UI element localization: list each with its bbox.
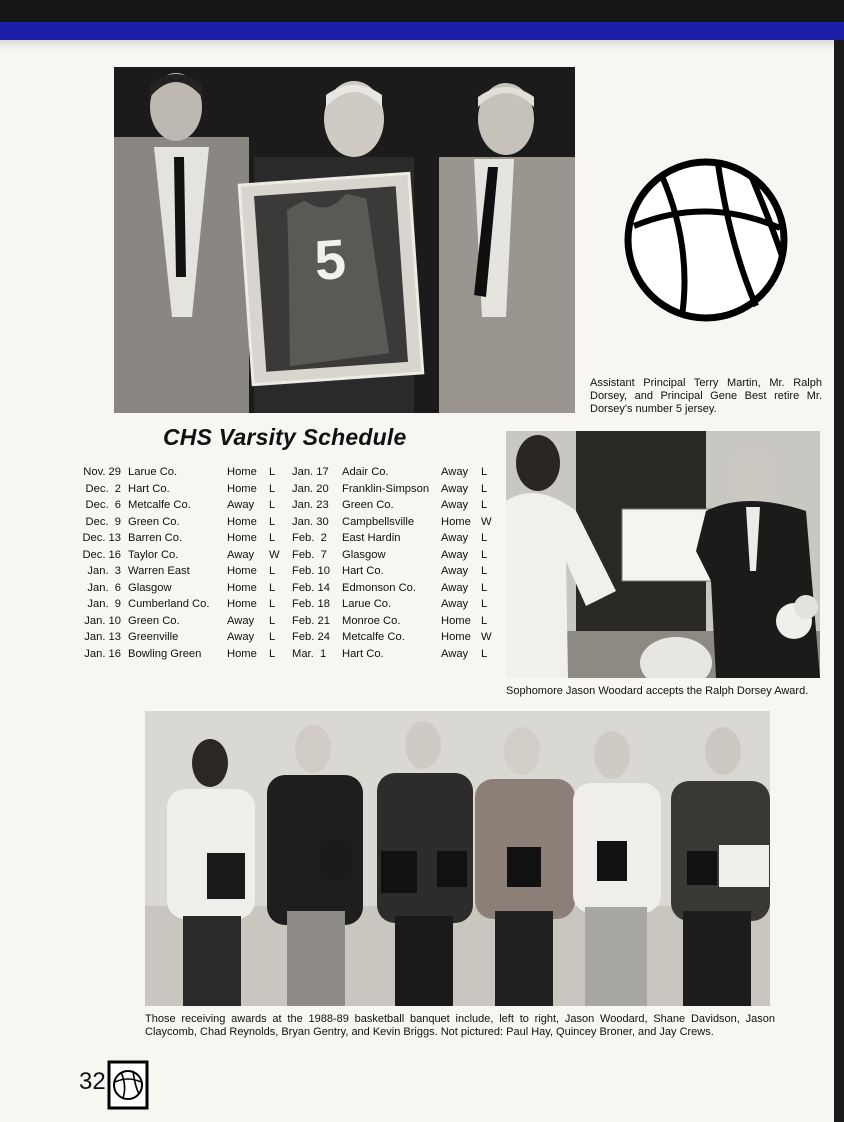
game-result: L	[269, 499, 276, 511]
game-location: Away	[441, 581, 469, 594]
game-location: Home	[227, 515, 257, 528]
game-date: Feb. 10	[292, 565, 330, 577]
award-winners-group-photo	[145, 711, 770, 1006]
opponent-name: Glasgow	[128, 581, 172, 594]
game-location: Away	[227, 614, 255, 627]
opponent-name: Metcalfe Co.	[342, 631, 405, 643]
game-result: L	[269, 598, 276, 610]
opponent-name: Franklin-Simpson	[342, 482, 430, 495]
opponent-name: Greenville	[128, 631, 179, 643]
game-date: Jan. 10	[84, 614, 121, 627]
opponent-name: Hart Co.	[128, 482, 170, 495]
game-result: L	[481, 581, 488, 594]
game-location: Home	[227, 647, 257, 660]
basketball-page-icon	[107, 1060, 149, 1110]
game-location: Away	[441, 499, 469, 511]
game-location: Away	[441, 647, 469, 660]
game-date: Feb. 2	[292, 532, 327, 544]
game-result: L	[481, 598, 488, 610]
award-winners-caption: Those receiving awards at the 1988-89 basketball banquet include, left to right, Jason Woodard, Shane Davidson, Jason Claycomb, Chad Reynolds, Bryan Gentry, and Kevin Briggs. Not pictured: Paul Hay, Quincey Broner, and Jay Crews.	[145, 1013, 775, 1038]
game-result: L	[269, 581, 276, 594]
opponent-name: Hart Co.	[342, 647, 384, 660]
opponent-name: East Hardin	[342, 532, 401, 544]
game-result: W	[481, 515, 492, 528]
opponent-name: Green Co.	[128, 515, 180, 528]
game-location: Home	[441, 515, 471, 528]
jersey-retirement-caption: Assistant Principal Terry Martin, Mr. Ralph Dorsey, and Principal Gene Best retire Mr. Dorsey's number 5 jersey.	[590, 377, 822, 415]
game-date: Jan. 20	[292, 482, 329, 495]
opponent-name: Warren East	[128, 565, 190, 577]
game-result: L	[481, 466, 488, 478]
game-date: Feb. 24	[292, 631, 330, 643]
book-spine-edge	[834, 40, 844, 1122]
game-date: Dec. 2	[85, 482, 121, 495]
game-location: Home	[227, 532, 257, 544]
opponent-name: Bowling Green	[128, 647, 202, 660]
opponent-name: Larue Co.	[342, 598, 392, 610]
game-date: Jan. 30	[292, 515, 329, 528]
game-result: L	[269, 515, 276, 528]
game-location: Away	[441, 466, 469, 478]
paper-edge	[0, 40, 834, 50]
game-result: W	[481, 631, 492, 643]
game-date: Jan. 16	[84, 647, 121, 660]
basketball-illustration	[622, 156, 790, 324]
game-location: Home	[227, 482, 257, 495]
opponent-name: Taylor Co.	[128, 548, 179, 561]
opponent-name: Campbellsville	[342, 515, 415, 528]
game-result: L	[481, 565, 488, 577]
game-date: Jan. 9	[87, 598, 121, 610]
game-result: L	[269, 647, 276, 660]
award-presentation-photo	[506, 431, 820, 678]
game-location: Away	[441, 532, 469, 544]
opponent-name: Glasgow	[342, 548, 386, 561]
game-result: L	[269, 466, 276, 478]
game-location: Home	[227, 565, 257, 577]
opponent-name: Larue Co.	[128, 466, 178, 478]
game-result: L	[269, 565, 276, 577]
game-result: W	[269, 548, 280, 561]
game-location: Away	[227, 631, 255, 643]
game-date: Feb. 21	[292, 614, 330, 627]
opponent-name: Cumberland Co.	[128, 598, 210, 610]
game-date: Jan. 3	[87, 565, 121, 577]
page-top-shadow	[0, 0, 844, 22]
schedule-title: CHS Varsity Schedule	[163, 424, 407, 450]
game-location: Home	[227, 466, 257, 478]
opponent-name: Green Co.	[342, 499, 394, 511]
opponent-name: Metcalfe Co.	[128, 499, 191, 511]
game-date: Feb. 14	[292, 581, 330, 594]
opponent-name: Monroe Co.	[342, 614, 401, 627]
game-location: Home	[227, 581, 257, 594]
game-result: L	[481, 482, 488, 495]
game-location: Away	[227, 499, 255, 511]
game-date: Jan. 17	[292, 466, 329, 478]
game-date: Jan. 23	[292, 499, 329, 511]
game-date: Jan. 6	[87, 581, 121, 594]
opponent-name: Adair Co.	[342, 466, 389, 478]
game-result: L	[269, 532, 276, 544]
game-location: Away	[441, 482, 469, 495]
game-location: Home	[441, 614, 471, 627]
jersey-number: 5	[312, 226, 348, 293]
game-location: Away	[441, 565, 469, 577]
game-date: Dec. 9	[85, 515, 121, 528]
opponent-name: Green Co.	[128, 614, 180, 627]
game-location: Home	[441, 631, 471, 643]
game-location: Away	[227, 548, 255, 561]
game-result: L	[269, 482, 276, 495]
game-result: L	[481, 532, 488, 544]
blue-header-rule	[0, 22, 844, 40]
jersey-retirement-photo	[114, 67, 575, 413]
opponent-name: Barren Co.	[128, 532, 183, 544]
game-location: Home	[227, 598, 257, 610]
game-result: L	[481, 647, 488, 660]
award-caption: Sophomore Jason Woodard accepts the Ralph Dorsey Award.	[506, 685, 809, 697]
game-date: Nov. 29	[83, 466, 121, 478]
game-date: Dec. 13	[82, 532, 121, 544]
game-result: L	[481, 499, 488, 511]
game-date: Feb. 7	[292, 548, 327, 561]
game-result: L	[269, 614, 276, 627]
game-date: Dec. 16	[82, 548, 121, 561]
page-number: 32	[79, 1068, 106, 1095]
game-result: L	[269, 631, 276, 643]
game-result: L	[481, 614, 488, 627]
game-result: L	[481, 548, 488, 561]
game-date: Jan. 13	[84, 631, 121, 643]
game-location: Away	[441, 548, 469, 561]
opponent-name: Edmonson Co.	[342, 581, 417, 594]
game-date: Feb. 18	[292, 598, 330, 610]
game-location: Away	[441, 598, 469, 610]
game-date: Mar. 1	[292, 647, 327, 660]
game-date: Dec. 6	[85, 499, 121, 511]
opponent-name: Hart Co.	[342, 565, 384, 577]
